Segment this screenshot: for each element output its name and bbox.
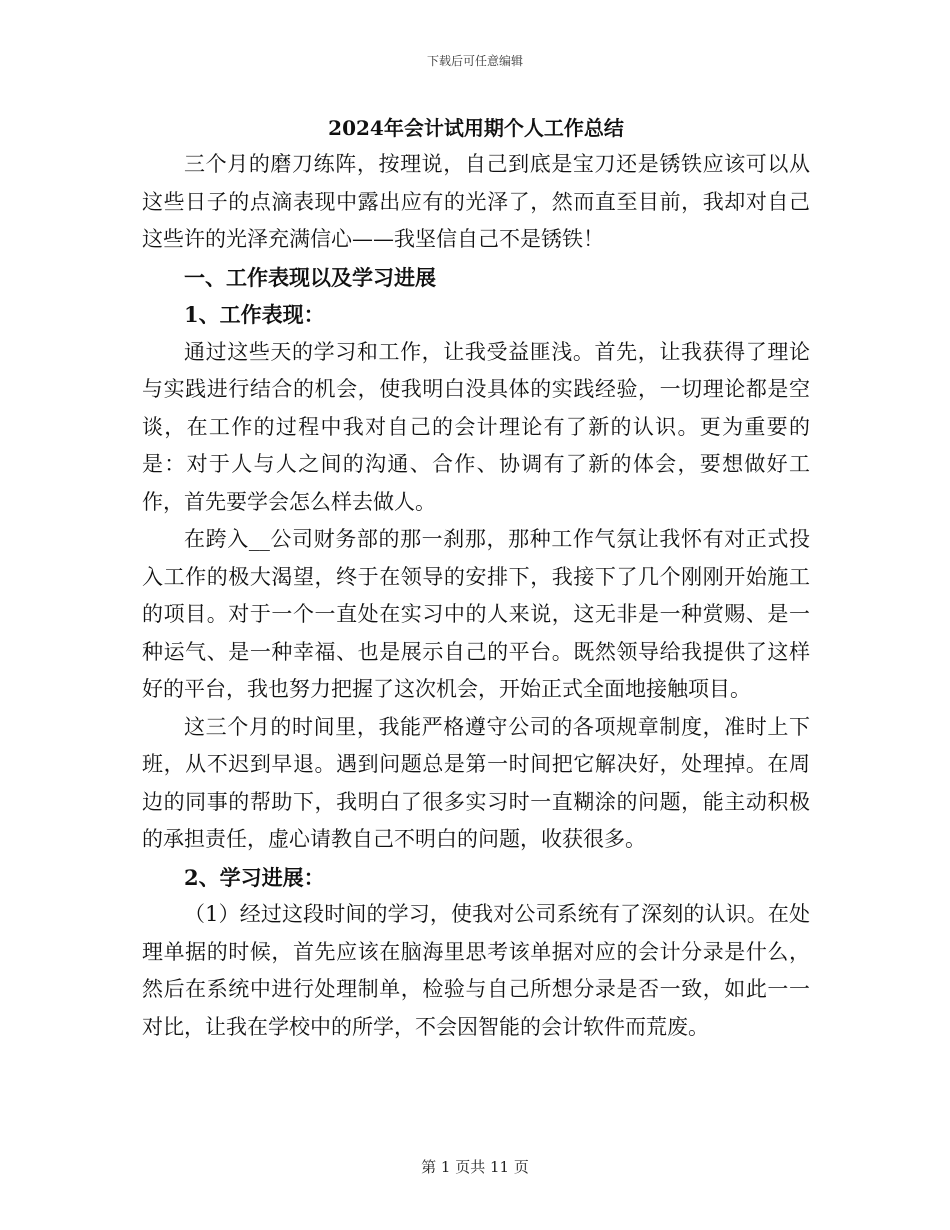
study-progress-paragraph-1: （1）经过这段时间的学习，使我对公司系统有了深刻的认识。在处理单据的时候，首先应该在脑海里思考该单据对应的会计分录是什么，然后在系统中进行处理制单，检验与自己所想分录是否一致，如此一一对比，让我在学校中的所学，不会因智能的会计软件而荒废。 [142, 902, 810, 1039]
subheading-study-progress: 2、学习进展： [184, 864, 325, 890]
page-header: 下载后可任意编辑 [426, 54, 523, 68]
page-footer: 第 1 页共 11 页 [421, 1158, 529, 1176]
document-title: 2024年会计试用期个人工作总结 [328, 116, 624, 140]
section-heading-work-and-study: 一、工作表现以及学习进展 [184, 264, 436, 290]
work-performance-paragraph-2: 在跨入__公司财务部的那一刹那，那种工作气氛让我怀有对正式投入工作的极大渴望，终于在领导的安排下，我接下了几个刚刚开始施工的项目。对于一个一直处在实习中的人来说，这无非是一种赏赐、是一种运气、是一种幸福、也是展示自己的平台。既然领导给我提供了这样好的平台，我也努力把握了这次机会，开始正式全面地接触项目。 [142, 527, 810, 701]
intro-paragraph: 三个月的磨刀练阵，按理说，自己到底是宝刀还是锈铁应该可以从这些日子的点滴表现中露出应有的光泽了，然而直至目前，我却对自己这些许的光泽充满信心——我坚信自己不是锈铁！ [142, 152, 810, 251]
work-performance-paragraph-1: 通过这些天的学习和工作，让我受益匪浅。首先，让我获得了理论与实践进行结合的机会，使我明白没具体的实践经验，一切理论都是空谈，在工作的过程中我对自己的会计理论有了新的认识。更为重要的是：对于人与人之间的沟通、合作、协调有了新的体会，要想做好工作，首先要学会怎么样去做人。 [142, 339, 810, 514]
subheading-work-performance: 1、工作表现： [184, 302, 325, 327]
work-performance-paragraph-3: 这三个月的时间里，我能严格遵守公司的各项规章制度，准时上下班，从不迟到早退。遇到问题总是第一时间把它解决好，处理掉。在周边的同事的帮助下，我明白了很多实习时一直糊涂的问题，能主动积极的承担责任，虚心请教自己不明白的问题，收获很多。 [142, 714, 810, 851]
document-body [142, 110, 810, 1046]
